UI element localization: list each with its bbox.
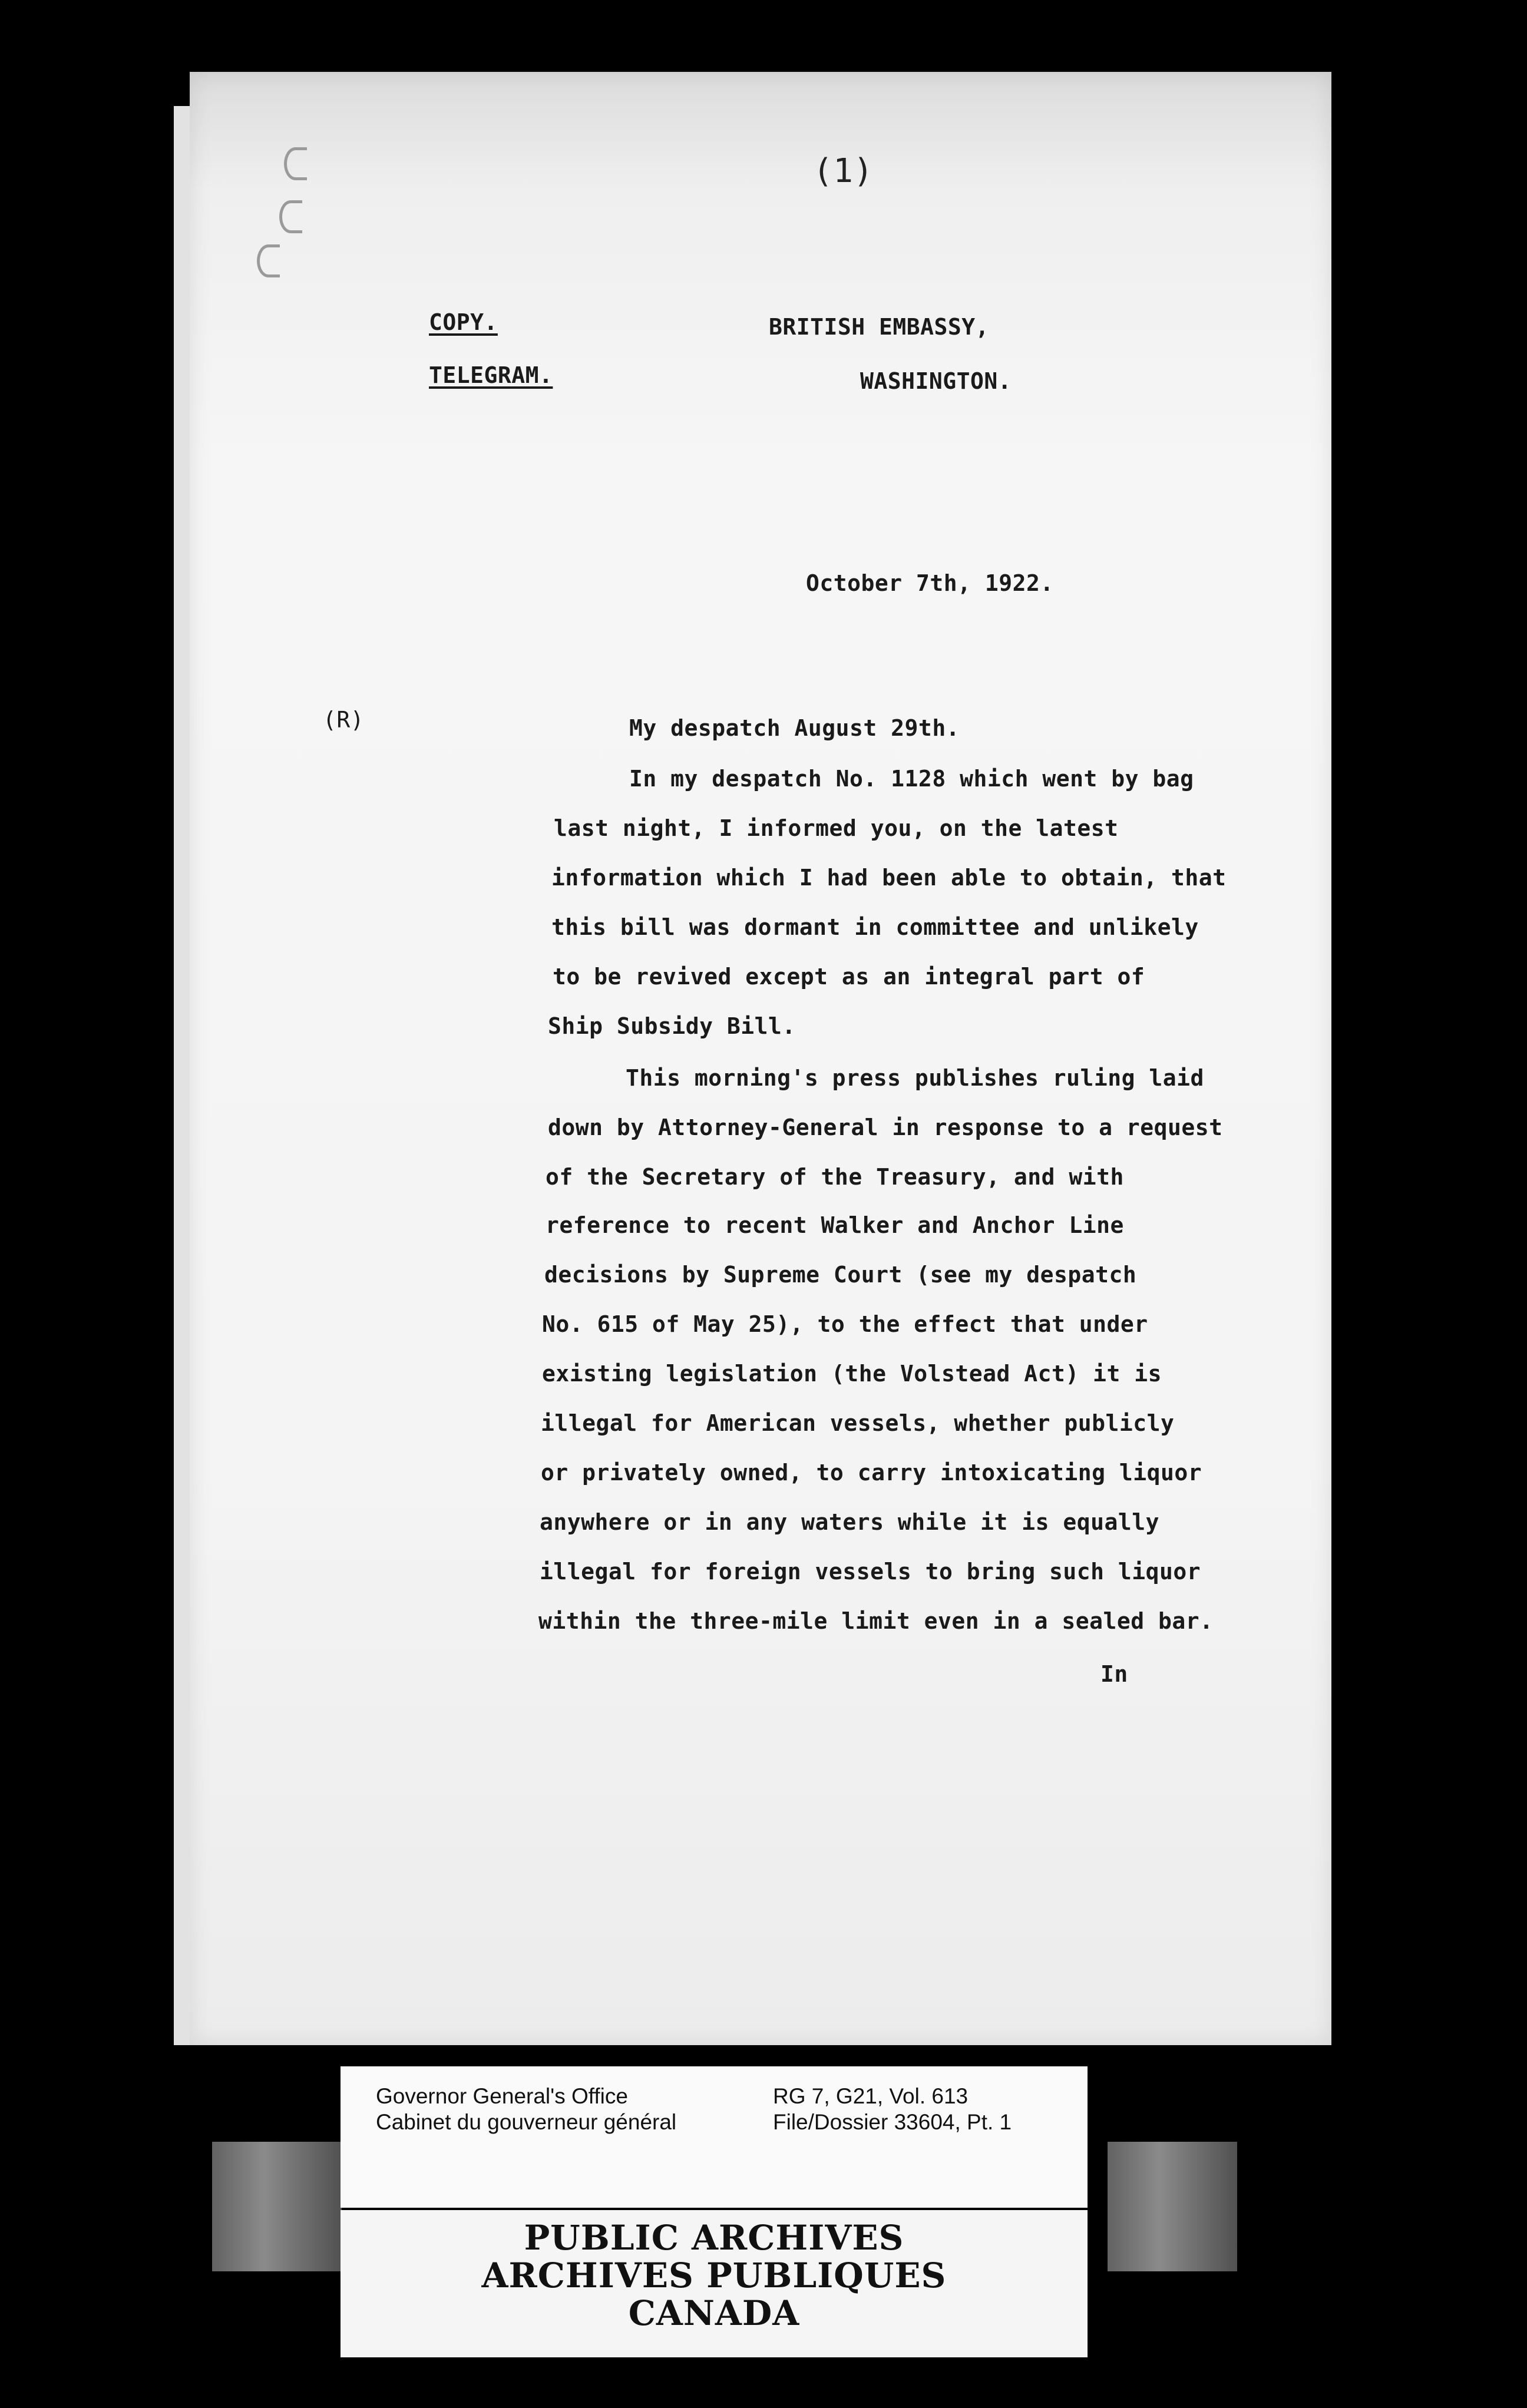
record-group-reference: RG 7, G21, Vol. 613	[773, 2084, 969, 2108]
body-line: or privately owned, to carry intoxicating liquor	[541, 1460, 1202, 1486]
body-line: down by Attorney-General in response to a request	[548, 1114, 1223, 1140]
body-line: In my despatch No. 1128 which went by bag	[629, 766, 1194, 792]
punch-hole-icon	[257, 244, 280, 277]
stamp-line-french: ARCHIVES PUBLIQUES	[481, 2255, 947, 2295]
punch-hole-icon	[284, 147, 307, 180]
office-english: Governor General's Office	[376, 2084, 628, 2108]
document-date: October 7th, 1922.	[806, 570, 1054, 596]
archive-reference-label	[341, 2066, 1088, 2208]
header-telegram: TELEGRAM.	[429, 362, 553, 388]
body-line: last night, I informed you, on the latest	[554, 815, 1119, 841]
body-line: decisions by Supreme Court (see my despatch	[544, 1262, 1137, 1288]
document-page	[190, 72, 1331, 2045]
body-line: illegal for foreign vessels to bring such liquor	[540, 1559, 1201, 1585]
body-line: this bill was dormant in committee and unlikely	[551, 914, 1199, 940]
margin-mark: (R)	[323, 707, 365, 733]
body-line: to be revived except as an integral part of	[553, 964, 1145, 990]
body-line: Ship Subsidy Bill.	[548, 1013, 796, 1039]
stamp-line-english: PUBLIC ARCHIVES	[524, 2218, 904, 2258]
catchword: In	[1100, 1661, 1128, 1687]
header-sender: BRITISH EMBASSY,	[769, 314, 990, 340]
body-line: information which I had been able to obtain, that	[551, 865, 1227, 891]
archives-stamp	[341, 2210, 1088, 2357]
stamp-edge-right	[1108, 2142, 1237, 2271]
file-reference: File/Dossier 33604, Pt. 1	[773, 2110, 1012, 2134]
body-line: reference to recent Walker and Anchor Line	[546, 1212, 1124, 1238]
body-line: of the Secretary of the Treasury, and with	[546, 1164, 1124, 1190]
header-copy: COPY.	[429, 309, 498, 335]
stamp-line-country: CANADA	[628, 2293, 800, 2333]
page-number-mark: (1)	[813, 152, 874, 190]
body-line: anywhere or in any waters while it is equally	[540, 1509, 1160, 1535]
header-location: WASHINGTON.	[860, 368, 1012, 394]
office-french: Cabinet du gouverneur général	[376, 2110, 677, 2134]
body-line: This morning's press publishes ruling laid	[626, 1065, 1204, 1091]
body-line: illegal for American vessels, whether publicly	[541, 1410, 1175, 1436]
body-line: No. 615 of May 25), to the effect that under	[542, 1311, 1148, 1337]
stamp-edge-left	[212, 2142, 342, 2271]
body-line: existing legislation (the Volstead Act) it is	[542, 1361, 1162, 1387]
body-line: within the three-mile limit even in a sealed bar.	[538, 1608, 1214, 1634]
punch-hole-icon	[279, 200, 302, 233]
body-line: My despatch August 29th.	[629, 715, 960, 741]
